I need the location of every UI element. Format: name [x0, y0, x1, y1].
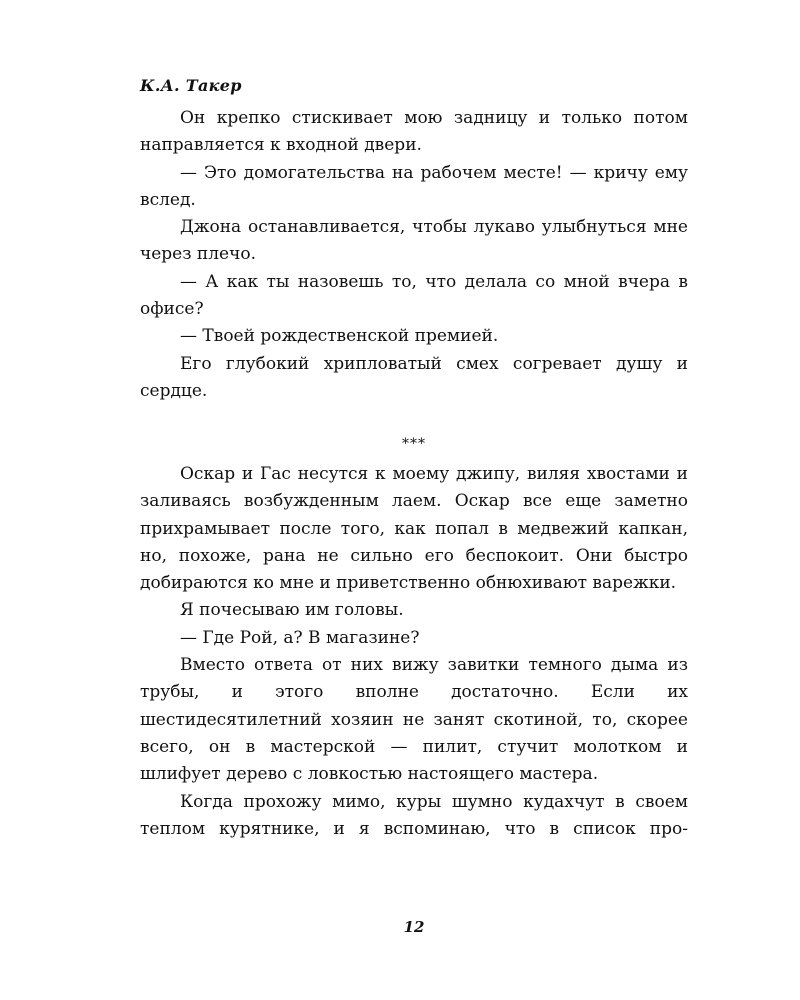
section-separator: *** — [402, 436, 426, 452]
paragraph: Я почесываю им головы. — [180, 600, 404, 621]
paragraph: — Твоей рождественской премией. — [180, 326, 499, 347]
text-section-2 — [140, 461, 688, 843]
paragraph: Он крепко стискивает мою задницу и только потом направляется к входной двери. — [140, 108, 688, 156]
running-head-author: К.А. Такер — [140, 76, 242, 95]
paragraph: Вместо ответа от них вижу завитки темного дыма из трубы, и этого вполне достаточно. Если их шестидесятилетний хозяин не занят скотиной, то, скорее всего, он в мастерской — пилит, стучит молотком и шлифует дерево с ловкостью настоящего мастера. — [140, 655, 688, 785]
paragraph: — Где Рой, а? В магазине? — [180, 627, 420, 648]
paragraph: — А как ты назовешь то, что делала со мной вчера в офисе? — [140, 271, 688, 320]
paragraph: — Это домогательства на рабочем месте! — кричу ему вслед. — [140, 162, 688, 210]
page-number: 12 — [403, 918, 425, 936]
paragraph: Джона останавливается, чтобы лукаво улыбнуться мне через плечо. — [140, 217, 688, 265]
paragraph: Оскар и Гас несутся к моему джипу, виляя хвостами и заливаясь возбужденным лаем. Оскар все еще заметно прихрамывает после того, как попал в медвежий капкан, но, похоже, рана не сильно его беспокоит. Они быстро добираются ко мне и приветственно обнюхивают варежки. — [140, 464, 688, 594]
paragraph: Его глубокий хрипловатый смех согревает душу и сердце. — [140, 353, 688, 401]
paragraph: Когда прохожу мимо, куры шумно кудахчут в своем теплом курятнике, и я вспоминаю, что в список про- — [140, 791, 688, 839]
text-section-1 — [140, 105, 688, 405]
